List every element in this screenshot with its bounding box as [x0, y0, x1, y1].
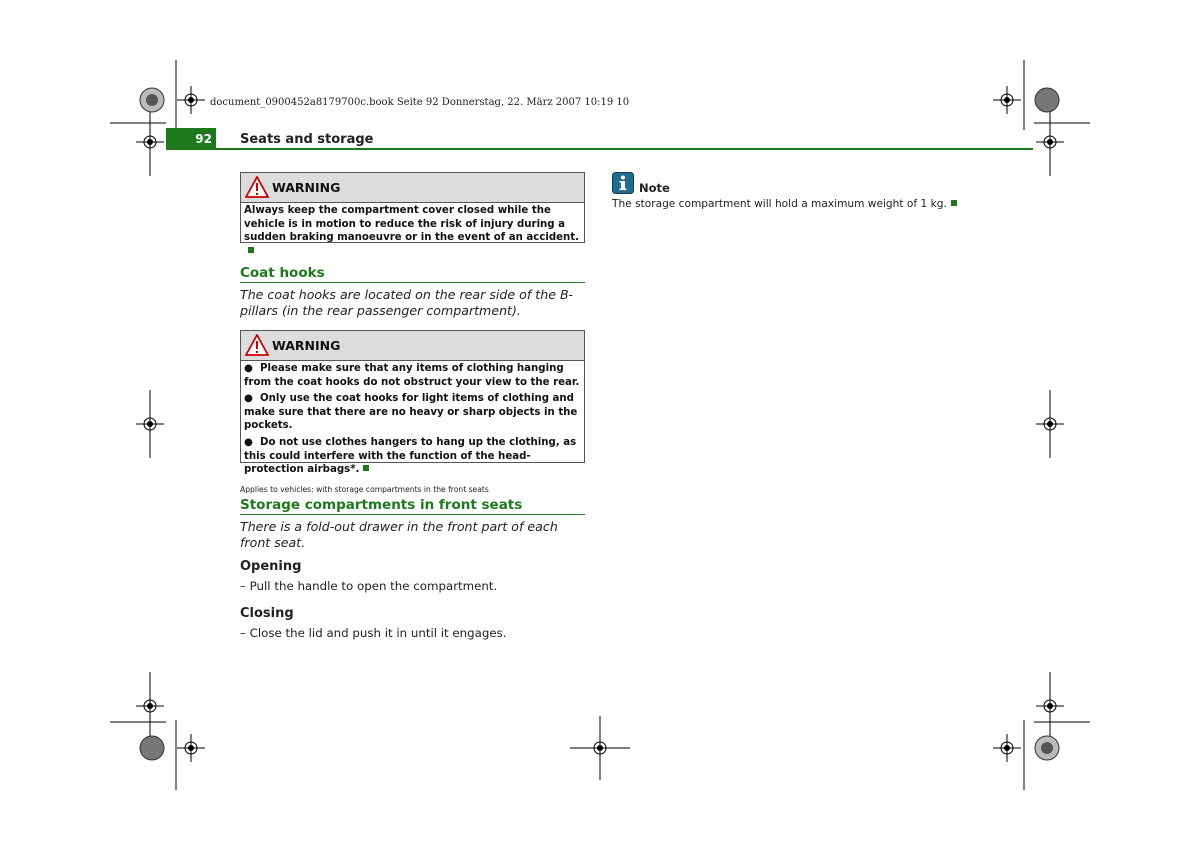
storage-heading: Storage compartments in front seats: [240, 497, 523, 513]
section-rule: [240, 282, 585, 283]
warning-list: [241, 361, 584, 483]
warning-item: ● Do not use clothes hangers to hang up the clothing, as this could interfere with the function of the head-protection airbags*.: [244, 436, 577, 476]
page-title: Seats and storage: [240, 132, 374, 147]
note-label: Note: [639, 181, 670, 195]
warning-triangle-icon: [245, 176, 269, 198]
opening-heading: Opening: [240, 559, 302, 574]
end-marker-icon: [951, 200, 957, 206]
applies-to-note: Applies to vehicles: with storage compartments in the front seats: [240, 485, 489, 494]
opening-step: – Pull the handle to open the compartment.: [240, 579, 498, 593]
warning-text: Always keep the compartment cover closed while the vehicle is in motion to reduce the risk of injury during a sudden braking manoeuvre or in the event of an accident.: [241, 203, 584, 261]
header-rule: [166, 148, 1033, 150]
storage-intro: There is a fold-out drawer in the front part of each front seat.: [240, 519, 558, 550]
warning-header: [241, 331, 584, 361]
info-icon: [612, 172, 634, 194]
warning-label: WARNING: [272, 338, 341, 353]
coat-hooks-heading: Coat hooks: [240, 265, 325, 281]
warning-item: ● Please make sure that any items of clothing hanging from the coat hooks do not obstruct your view to the rear.: [244, 363, 580, 388]
warning-box: [240, 172, 585, 243]
note-text: The storage compartment will hold a maximum weight of 1 kg.: [612, 198, 957, 210]
closing-heading: Closing: [240, 606, 294, 621]
page-number: 92: [166, 128, 216, 150]
closing-step: – Close the lid and push it in until it engages.: [240, 626, 507, 640]
section-rule: [240, 514, 585, 515]
coat-hooks-intro: The coat hooks are located on the rear side of the B-pillars (in the rear passenger compartment).: [240, 287, 573, 318]
warning-triangle-icon: [245, 334, 269, 356]
warning-label: WARNING: [272, 180, 341, 195]
print-info: document_0900452a8179700c.book Seite 92 Donnerstag, 22. März 2007 10:19 10: [210, 97, 630, 108]
warning-box: [240, 330, 585, 476]
end-marker-icon: [248, 247, 254, 253]
warning-item: ● Only use the coat hooks for light items of clothing and make sure that there are no heavy or sharp objects in the pockets.: [244, 393, 578, 432]
end-marker-icon: [363, 465, 369, 471]
warning-header: [241, 173, 584, 203]
